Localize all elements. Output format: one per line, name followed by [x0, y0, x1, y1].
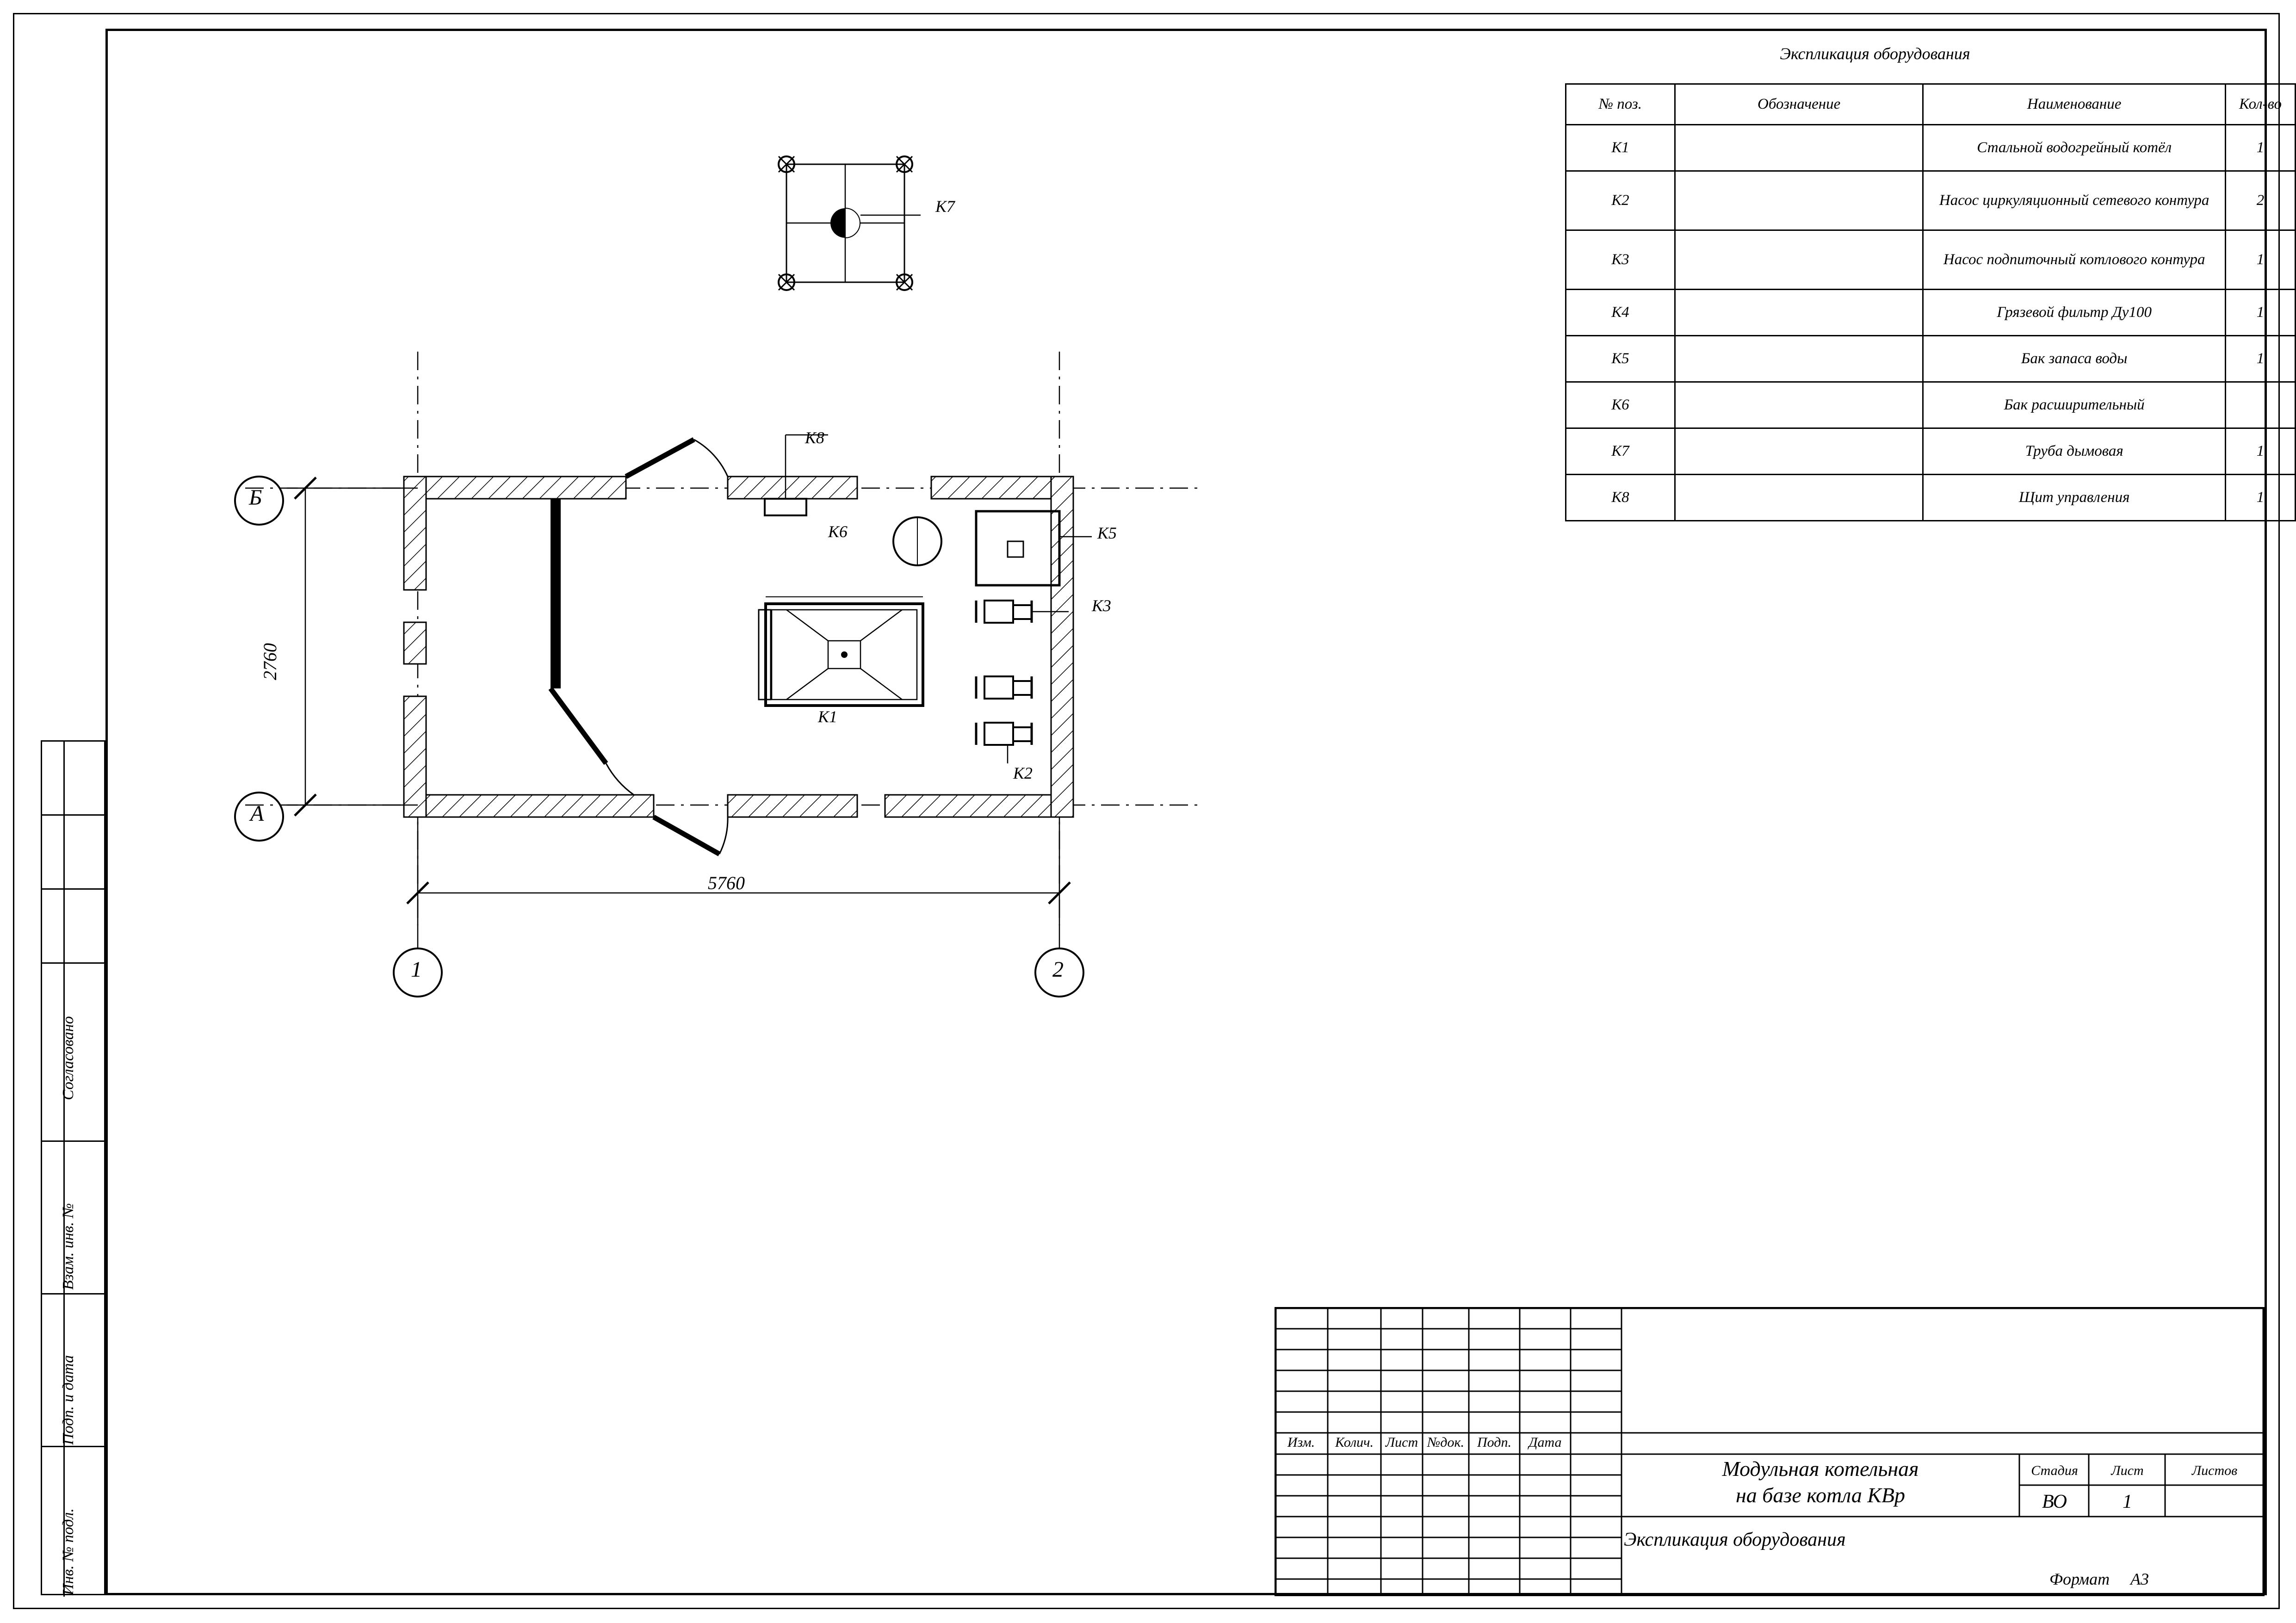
left-stamp-label-inv-podl: Инв. № подл. [60, 1508, 77, 1595]
document-name: Экспликация оборудования [1624, 1529, 1846, 1550]
rev-header-list: Лист [1385, 1435, 1418, 1450]
spec-cell-pos: К8 [1566, 475, 1675, 521]
spec-cell-desig [1675, 428, 1923, 475]
spec-cell-pos: К7 [1566, 428, 1675, 475]
spec-cell-name: Щит управления [1923, 475, 2226, 521]
left-stamp-column [41, 740, 105, 1595]
spec-cell-qty: 1 [2226, 230, 2296, 290]
rev-header-kolich: Колич. [1335, 1435, 1374, 1450]
callout-label-k8: К8 [805, 428, 824, 447]
spec-cell-desig [1675, 475, 1923, 521]
spec-header-desig: Обозначение [1675, 84, 1923, 125]
spec-header-name: Наименование [1923, 84, 2226, 125]
spec-cell-desig [1675, 382, 1923, 428]
spec-cell-qty [2226, 382, 2296, 428]
rev-header-data: Дата [1529, 1435, 1562, 1450]
spec-cell-pos: К1 [1566, 125, 1675, 171]
title-block [1275, 1307, 2265, 1594]
axis-label-1: 1 [411, 957, 422, 982]
callout-label-k7: К7 [935, 197, 955, 216]
format-value-text: А3 [2130, 1570, 2149, 1588]
spec-cell-desig [1675, 336, 1923, 382]
spec-header-qty: Кол-во [2226, 84, 2296, 125]
axis-label-a: А [250, 801, 264, 826]
callout-label-k1: К1 [818, 707, 837, 726]
sheets-header: Листов [2191, 1463, 2238, 1478]
table-header-row [1566, 84, 2296, 125]
spec-cell-pos: К2 [1566, 171, 1675, 230]
callout-label-k6: К6 [828, 522, 848, 541]
callout-label-k5: К5 [1097, 524, 1117, 542]
sheet-header: Лист [2111, 1463, 2144, 1478]
table-row [1566, 230, 2296, 290]
spec-cell-pos: К6 [1566, 382, 1675, 428]
spec-cell-name: Насос подпиточный котлового контура [1923, 230, 2226, 290]
spec-cell-desig [1675, 290, 1923, 336]
spec-cell-name: Насос циркуляционный сетевого контура [1923, 171, 2226, 230]
rev-header-ndok: №док. [1427, 1435, 1464, 1450]
spec-cell-pos: К4 [1566, 290, 1675, 336]
spec-cell-qty: 1 [2226, 336, 2296, 382]
spec-cell-desig [1675, 230, 1923, 290]
dimension-label-width: 5760 [708, 873, 745, 893]
left-stamp-cell [42, 742, 107, 816]
object-name-line1: Модульная котельная [1722, 1457, 1919, 1481]
callout-label-k2: К2 [1013, 764, 1033, 782]
spec-cell-qty: 1 [2226, 475, 2296, 521]
callout-label-k3: К3 [1092, 596, 1111, 615]
left-stamp-cell [42, 890, 107, 964]
axis-label-2: 2 [1052, 957, 1064, 982]
spec-cell-name: Бак запаса воды [1923, 336, 2226, 382]
stage-header: Стадия [2031, 1463, 2078, 1478]
spec-cell-qty: 1 [2226, 125, 2296, 171]
left-stamp-label-podp-data: Подп. и дата [60, 1355, 77, 1445]
spec-cell-desig [1675, 125, 1923, 171]
spec-cell-pos: К3 [1566, 230, 1675, 290]
spec-cell-qty: 2 [2226, 171, 2296, 230]
object-name-line2: на базе котла КВр [1735, 1483, 1906, 1507]
spec-cell-pos: К5 [1566, 336, 1675, 382]
table-row [1566, 290, 2296, 336]
spec-cell-name: Стальной водогрейный котёл [1923, 125, 2226, 171]
spec-cell-name: Труба дымовая [1923, 428, 2226, 475]
stage-value: ВО [2042, 1491, 2067, 1512]
title-block-grid [1275, 1307, 2265, 1596]
dimension-label-height: 2760 [260, 643, 280, 680]
axis-label-b: Б [249, 485, 262, 510]
table-row [1566, 171, 2296, 230]
equipment-spec-table [1565, 83, 2296, 521]
spec-cell-qty: 1 [2226, 290, 2296, 336]
format-label [2049, 1569, 2149, 1589]
table-row [1566, 475, 2296, 521]
spec-cell-name: Грязевой фильтр Ду100 [1923, 290, 2226, 336]
format-label-text: Формат [2049, 1570, 2110, 1588]
table-row [1566, 428, 2296, 475]
rev-header-podp: Подп. [1477, 1435, 1511, 1450]
spec-cell-desig [1675, 171, 1923, 230]
spec-cell-name: Бак расширительный [1923, 382, 2226, 428]
table-row [1566, 336, 2296, 382]
rev-header-izm: Изм. [1287, 1435, 1315, 1450]
left-stamp-label-soglasovano: Согласовано [60, 1016, 77, 1100]
table-row [1566, 125, 2296, 171]
left-stamp-cell [42, 816, 107, 890]
spec-header-pos: № поз. [1566, 84, 1675, 125]
spec-cell-qty: 1 [2226, 428, 2296, 475]
spec-table-title: Экспликация оборудования [1780, 44, 1970, 63]
table-row [1566, 382, 2296, 428]
sheet-value: 1 [2123, 1491, 2132, 1512]
left-stamp-label-vzam: Взам. инв. № [60, 1203, 77, 1290]
